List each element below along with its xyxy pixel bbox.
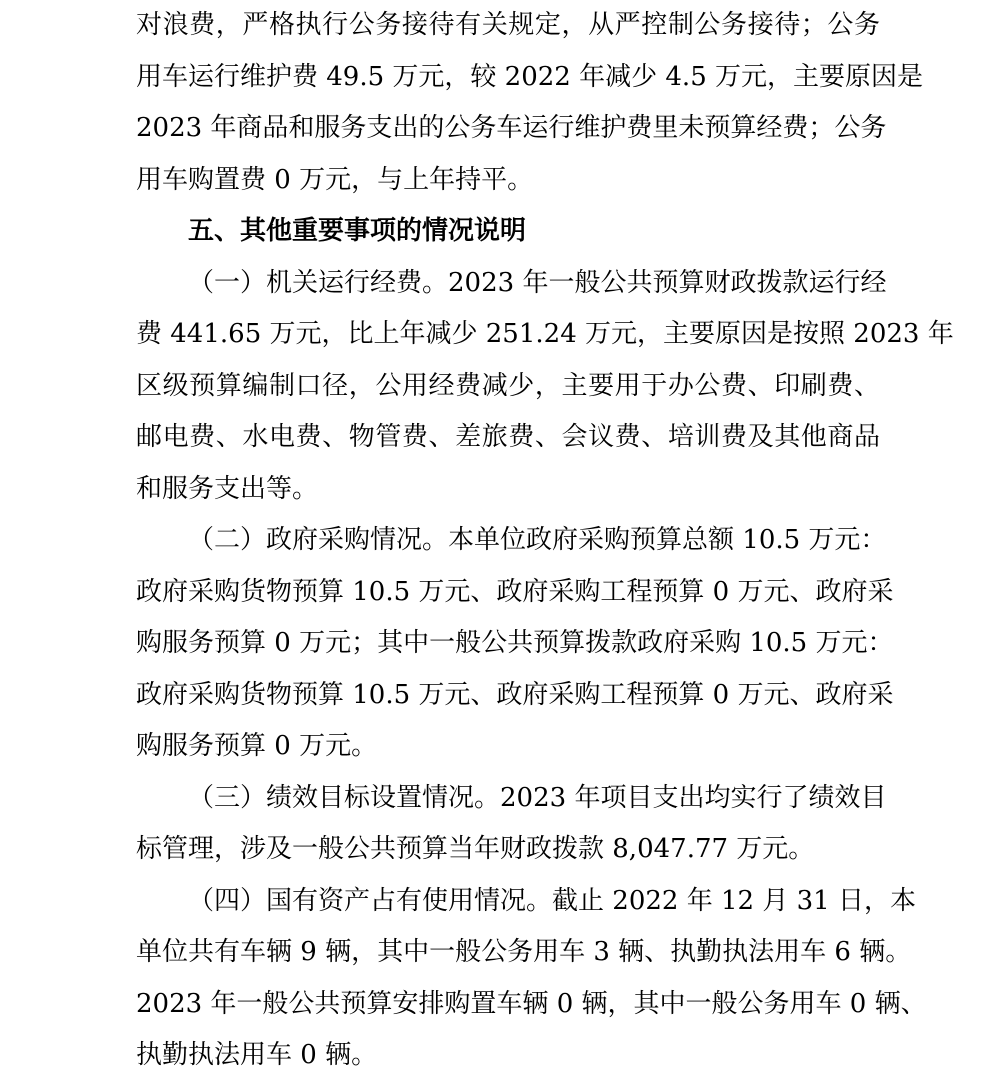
paragraph-line: 费 441.65 万元，比上年减少 251.24 万元，主要原因是按照 2023 年	[136, 319, 954, 349]
item-2-first-line	[136, 515, 887, 567]
item-4-first-line	[136, 876, 916, 928]
paragraph-line: 执勤执法用车 0 辆。	[136, 1040, 378, 1070]
paragraph-line: 邮电费、水电费、物管费、差旅费、会议费、培训费及其他商品	[136, 422, 880, 452]
paragraph-line: 政府采购货物预算 10.5 万元、政府采购工程预算 0 万元、政府采	[136, 679, 894, 710]
paragraph-line: 政府采购货物预算 10.5 万元、政府采购工程预算 0 万元、政府采	[136, 576, 894, 607]
paragraph-line: 购服务预算 0 万元；其中一般公共预算拨款政府采购 10.5 万元：	[136, 628, 894, 658]
item-4-text: 截止 2022 年 12 月 31 日，本	[552, 885, 916, 916]
item-3-text: 2023 年项目支出均实行了绩效目	[500, 782, 887, 813]
item-2-title: （二）政府采购情况。	[188, 525, 449, 555]
paragraph-line: 用车购置费 0 万元，与上年持平。	[136, 164, 534, 195]
paragraph-line: 单位共有车辆 9 辆，其中一般公务用车 3 辆、执勤执法用车 6 辆。	[136, 937, 912, 967]
item-1-text: 2023 年一般公共预算财政拨款运行经	[448, 267, 887, 298]
paragraph-line: 区级预算编制口径，公用经费减少，主要用于办公费、印刷费、	[136, 370, 880, 401]
paragraph-line: 购服务预算 0 万元。	[136, 731, 378, 761]
item-4-title: （四）国有资产占有使用情况。	[188, 885, 553, 916]
item-2-text: 本单位政府采购预算总额 10.5 万元：	[448, 525, 887, 555]
section-heading: 五、其他重要事项的情况说明	[188, 216, 527, 246]
document-body	[136, 0, 954, 1082]
item-3-first-line	[136, 773, 887, 825]
paragraph-line: 用车运行维护费 49.5 万元，较 2022 年减少 4.5 万元，主要原因是	[136, 61, 923, 92]
paragraph-line: 标管理，涉及一般公共预算当年财政拨款 8,047.77 万元。	[136, 834, 815, 864]
paragraph-line: 对浪费，严格执行公务接待有关规定，从严控制公务接待；公务	[136, 10, 880, 40]
paragraph-line: 和服务支出等。	[136, 473, 319, 504]
item-1-title: （一）机关运行经费。	[188, 267, 449, 298]
item-3-title: （三）绩效目标设置情况。	[188, 782, 501, 813]
paragraph-line: 2023 年一般公共预算安排购置车辆 0 辆，其中一般公务用车 0 辆、	[136, 988, 927, 1019]
item-1-first-line	[136, 258, 887, 310]
paragraph-line: 2023 年商品和服务支出的公务车运行维护费里未预算经费；公务	[136, 113, 887, 143]
